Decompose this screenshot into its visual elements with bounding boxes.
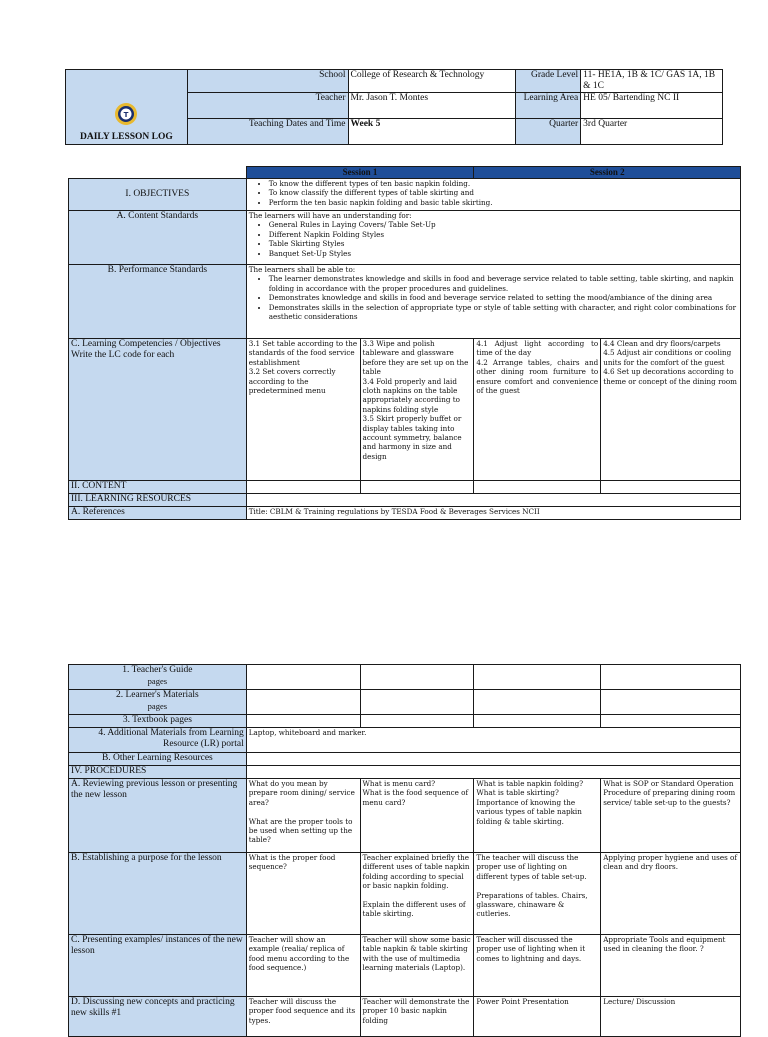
learning-area-value: HE 05/ Bartending NC II — [581, 93, 723, 119]
procedure-a-cell-4: What is SOP or Standard Operation Procedure of preparing dining room service/ table set-up to the guests? — [601, 779, 741, 853]
school-value: College of Research & Technology — [348, 70, 516, 93]
content-standard-item: • Different Napkin Folding Styles — [269, 230, 738, 239]
content-standards-cell: The learners will have an understanding for: • General Rules in Laying Covers/ Table Set-Up • Different Napkin Folding Styles • Table Skirting Styles • Banquet Set-Up Styles — [246, 211, 740, 265]
teachers-guide-label: 1. Teacher's Guide pages — [69, 665, 247, 690]
procedure-a-cell-2: What is menu card? What is the food sequence of menu card? — [360, 779, 474, 853]
header-table — [65, 69, 723, 145]
procedure-b-cell-4: Applying proper hygiene and uses of clean and dry floors. — [601, 853, 741, 935]
procedure-c-cell-3: Teacher will discussed the proper use of lighting when it comes to lightning and days. — [474, 935, 601, 997]
procedure-d-cell-3: Power Point Presentation — [474, 997, 601, 1037]
procedure-d-label: D. Discussing new concepts and practicing new skills #1 — [69, 997, 247, 1037]
performance-standard-item: • Demonstrates knowledge and skills in food and beverage service related to setting the mood/ambiance of the dining area — [269, 293, 738, 302]
objectives-label: I. OBJECTIVES — [69, 179, 247, 211]
content-standard-item: • Table Skirting Styles — [269, 239, 738, 248]
textbook-pages-label: 3. Textbook pages — [69, 715, 247, 728]
procedure-d-cell-2: Teacher will demonstrate the proper 10 basic napkin folding — [360, 997, 474, 1037]
lesson-table-1 — [68, 166, 741, 520]
performance-standards-label: B. Performance Standards — [69, 265, 247, 339]
logo-cell — [66, 70, 188, 145]
procedure-d-cell-1: Teacher will discuss the proper food sequence and its types. — [246, 997, 360, 1037]
competency-cell-1: 3.1 Set table according to the standards of the food service establishment 3.2 Set covers correctly according to the predetermined menu — [246, 339, 360, 481]
other-resources-label: B. Other Learning Resources — [69, 753, 247, 766]
procedure-a-cell-1: What do you mean by prepare room dining/ service area? What are the proper tools to be used when setting up the table? — [246, 779, 360, 853]
competency-cell-4: 4.4 Clean and dry floors/carpets 4.5 Adjust air conditions or cooling units for the comfort of the guest 4.6 Set up decorations according to theme or concept of the dining room — [601, 339, 741, 481]
references-value: Title: CBLM & Training regulations by TESDA Food & Beverages Services NCII — [246, 507, 740, 520]
procedure-b-cell-3: The teacher will discuss the proper use of lighting on different types of table set-up. Preparations of tables. Chairs, glassware, chinaware & cutleries. — [474, 853, 601, 935]
procedure-b-label: B. Establishing a purpose for the lesson — [69, 853, 247, 935]
content-standard-item: • Banquet Set-Up Styles — [269, 249, 738, 258]
learners-materials-label: 2. Learner's Materials pages — [69, 690, 247, 715]
quarter-value: 3rd Quarter — [581, 119, 723, 145]
competencies-label: C. Learning Competencies / Objectives Write the LC code for each — [69, 339, 247, 481]
content-standards-label: A. Content Standards — [69, 211, 247, 265]
additional-materials-label: 4. Additional Materials from Learning Resource (LR) portal — [69, 728, 247, 753]
learning-area-label: Learning Area — [516, 93, 581, 119]
procedure-b-cell-2: Teacher explained briefly the different uses of table napkin folding according to special or basic napkin folding. Explain the different uses of table skirting. — [360, 853, 474, 935]
procedure-c-cell-1: Teacher will show an example (realia/ replica of food menu according to the food sequence.) — [246, 935, 360, 997]
content-label: II. CONTENT — [69, 481, 247, 494]
teacher-label: Teacher — [187, 93, 348, 119]
performance-standard-item: • The learner demonstrates knowledge and skills in food and beverage service related to table setting, table skirting, and napkin folding in accordance with the proper procedures and guidelines. — [269, 274, 738, 293]
objectives-cell — [246, 179, 740, 211]
teacher-value: Mr. Jason T. Montes — [348, 93, 516, 119]
competency-cell-3: 4.1 Adjust light according to time of the day 4.2 Arrange tables, chairs and other dining room furniture to ensure comfort and convenience of the guest — [474, 339, 601, 481]
teaching-dates-label: Teaching Dates and Time — [187, 119, 348, 145]
svg-text:T: T — [124, 111, 129, 119]
document-title: DAILY LESSON LOG — [80, 132, 173, 142]
session-2-header: Session 2 — [474, 167, 741, 179]
performance-standards-cell: The learners shall be able to: • The learner demonstrates knowledge and skills in food and beverage service related to table setting, table skirting, and napkin folding in accordance with the proper procedures and guidelines. • Demonstrates knowledge and skills in food and beverage service related to setting the mood/ambiance of the dining area • Demonstrates skills in the selection of appropriate type or style of table setting with character, and right color combinations for aesthetic considerations — [246, 265, 740, 339]
teaching-dates-value: Week 5 — [348, 119, 516, 145]
procedures-label: IV. PROCEDURES — [69, 766, 247, 779]
session-1-header: Session 1 — [246, 167, 474, 179]
procedure-a-label: A. Reviewing previous lesson or presenting the new lesson — [69, 779, 247, 853]
procedure-a-cell-3: What is table napkin folding? What is table skirting? Importance of knowing the various types of table napkin folding & table skirting. — [474, 779, 601, 853]
procedure-c-cell-2: Teacher will show some basic table napkin & table skirting with the use of multimedia learning materials (Laptop). — [360, 935, 474, 997]
competency-cell-2: 3.3 Wipe and polish tableware and glassware before they are set up on the table 3.4 Fold properly and laid cloth napkins on the table appropriately according to napkins folding style 3.5 Skirt properly buffet or display tables taking into account symmetry, balance and harmony in size and design — [360, 339, 474, 481]
procedure-c-cell-4: Appropriate Tools and equipment used in cleaning the floor. ? — [601, 935, 741, 997]
procedure-d-cell-4: Lecture/ Discussion — [601, 997, 741, 1037]
references-label: A. References — [69, 507, 247, 520]
objective-item: • Perform the ten basic napkin folding and basic table skirting. — [269, 198, 738, 207]
school-label: School — [187, 70, 348, 93]
learning-resources-label: III. LEARNING RESOURCES — [69, 494, 247, 507]
procedure-c-label: C. Presenting examples/ instances of the new lesson — [69, 935, 247, 997]
content-standard-item: • General Rules in Laying Covers/ Table Set-Up — [269, 220, 738, 229]
objective-item: • To know the different types of ten basic napkin folding. — [269, 179, 738, 188]
quarter-label: Quarter — [516, 119, 581, 145]
lesson-table-2 — [68, 664, 741, 1037]
procedure-b-cell-1: What is the proper food sequence? — [246, 853, 360, 935]
school-seal-icon — [114, 102, 138, 126]
grade-level-label: Grade Level — [516, 70, 581, 93]
grade-level-value: 11- HE1A, 1B & 1C/ GAS 1A, 1B & 1C — [581, 70, 723, 93]
objective-item: • To know classify the different types of table skirting and — [269, 188, 738, 197]
performance-standard-item: • Demonstrates skills in the selection of appropriate type or style of table setting with character, and right color combinations for aesthetic considerations — [269, 303, 738, 322]
additional-materials-value: Laptop, whiteboard and marker. — [246, 728, 740, 753]
